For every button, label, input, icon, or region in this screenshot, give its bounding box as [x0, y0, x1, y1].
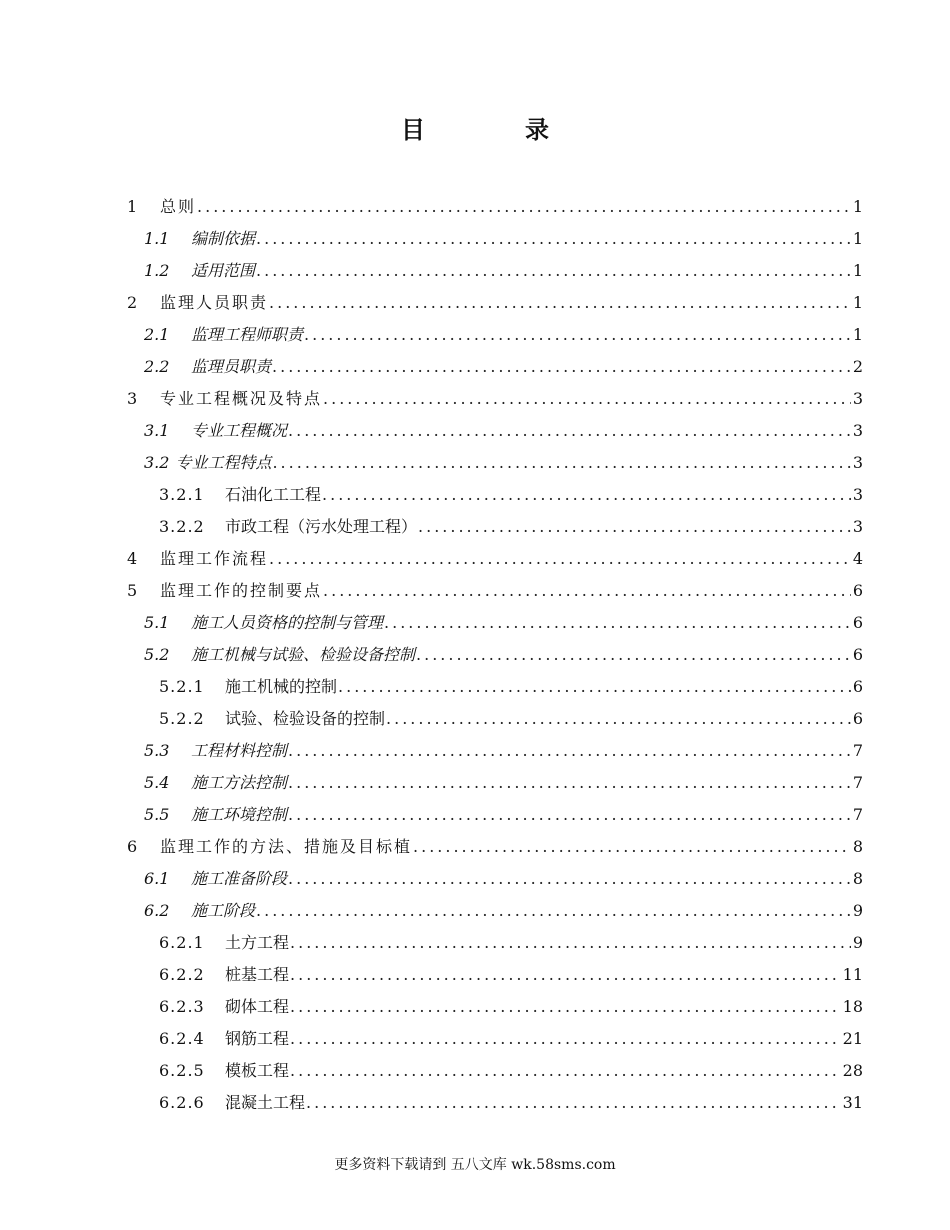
toc-entry-title: 施工机械的控制 [225, 677, 338, 696]
toc-leader-dots [256, 255, 851, 287]
toc-entry[interactable] [127, 287, 863, 319]
toc-entry-title: 专业工程概况及特点 [160, 389, 323, 408]
toc-entry[interactable] [159, 959, 863, 991]
toc-entry-number: 5.4 [144, 773, 170, 792]
toc-entry-page: 3 [852, 389, 863, 408]
toc-entry-number: 5 [127, 581, 140, 600]
toc-entry[interactable] [159, 479, 863, 511]
toc-entry-number: 5.2.2 [159, 709, 205, 728]
toc-entry[interactable] [144, 415, 863, 447]
toc-entry-title: 混凝土工程 [225, 1093, 306, 1112]
toc-leader-dots [288, 767, 851, 799]
toc-leader-dots [290, 959, 841, 991]
toc-entry-number: 3.1 [144, 421, 170, 440]
toc-leader-dots [290, 1023, 841, 1055]
toc-entry[interactable] [127, 575, 863, 607]
toc-leader-dots [386, 703, 851, 735]
toc-entry-page: 8 [852, 837, 863, 856]
toc-entry-title: 桩基工程 [225, 965, 290, 984]
toc-entry-page: 8 [852, 869, 863, 888]
footer-note: 更多资料下载请到 五八文库 wk.58sms.com [334, 1157, 616, 1173]
toc-leader-dots [256, 223, 851, 255]
toc-leader-dots [338, 671, 851, 703]
toc-entry-title: 施工环境控制 [191, 805, 288, 824]
toc-entry-number: 4 [127, 549, 140, 568]
toc-entry-number: 1 [127, 197, 140, 216]
toc-entry-page: 18 [842, 997, 863, 1016]
toc-leader-dots [288, 415, 851, 447]
toc-entry-number: 2.2 [144, 357, 170, 376]
toc-entry-number: 3.2.2 [159, 517, 205, 536]
toc-leader-dots [413, 831, 851, 863]
toc-leader-dots [272, 351, 851, 383]
toc-entry-number: 6.2.6 [159, 1093, 205, 1112]
toc-entry[interactable] [144, 223, 863, 255]
toc-entry[interactable] [159, 671, 863, 703]
toc-entry[interactable] [144, 351, 863, 383]
toc-leader-dots [304, 319, 851, 351]
toc-entry-title: 施工阶段 [191, 901, 256, 920]
toc-leader-dots [269, 543, 851, 575]
toc-entry[interactable] [159, 991, 863, 1023]
toc-entry-title: 适用范围 [191, 261, 256, 280]
toc-entry-title: 专业工程特点 [175, 453, 272, 472]
toc-entry-title: 专业工程概况 [191, 421, 288, 440]
toc-leader-dots [306, 1087, 841, 1119]
toc-entry-number: 6.2.2 [159, 965, 205, 984]
toc-entry-title: 施工人员资格的控制与管理 [191, 613, 384, 632]
toc-entry-page: 28 [842, 1061, 863, 1080]
toc-entry-page: 1 [852, 261, 863, 280]
toc-entry[interactable] [144, 767, 863, 799]
toc-entry-number: 2 [127, 293, 140, 312]
toc-entry-page: 7 [852, 741, 863, 760]
toc-entry-title: 监理工作的方法、措施及目标植 [160, 837, 413, 856]
toc-entry-page: 3 [852, 517, 863, 536]
toc-entry[interactable] [159, 511, 863, 543]
toc-leader-dots [288, 863, 851, 895]
toc-entry[interactable] [159, 1055, 863, 1087]
toc-entry-number: 6 [127, 837, 140, 856]
toc-entry-number: 3.2.1 [159, 485, 205, 504]
toc-entry-page: 1 [852, 293, 863, 312]
toc-entry-title: 试验、检验设备的控制 [225, 709, 386, 728]
toc-entry-number: 5.5 [144, 805, 170, 824]
toc-leader-dots [256, 895, 851, 927]
toc-entry-title: 施工机械与试验、检验设备控制 [191, 645, 416, 664]
toc-leader-dots [288, 735, 851, 767]
toc-entry-number: 6.2.4 [159, 1029, 205, 1048]
toc-entry[interactable] [144, 319, 863, 351]
toc-entry-title: 石油化工工程 [225, 485, 322, 504]
toc-entry-number: 5.1 [144, 613, 170, 632]
toc-entry[interactable] [144, 447, 863, 479]
toc-entry-page: 9 [852, 901, 863, 920]
toc-entry-page: 3 [852, 453, 863, 472]
toc-entry-page: 21 [842, 1029, 863, 1048]
toc-entry-page: 4 [852, 549, 863, 568]
toc-leader-dots [290, 991, 841, 1023]
toc-entry[interactable] [159, 1087, 863, 1119]
toc-entry-title: 工程材料控制 [191, 741, 288, 760]
toc-entry-number: 3 [127, 389, 140, 408]
toc-entry[interactable] [159, 703, 863, 735]
toc-entry[interactable] [144, 639, 863, 671]
toc-entry-title: 监理人员职责 [160, 293, 269, 312]
toc-leader-dots [416, 639, 851, 671]
toc-leader-dots [269, 287, 851, 319]
toc-entry[interactable] [144, 607, 863, 639]
toc-entry-page: 7 [852, 805, 863, 824]
toc-entry[interactable] [127, 191, 863, 223]
toc-leader-dots [322, 479, 851, 511]
toc-entry-page: 7 [852, 773, 863, 792]
toc-entry-title: 监理工程师职责 [191, 325, 304, 344]
toc-leader-dots [288, 799, 851, 831]
toc-entry-title: 编制依据 [191, 229, 256, 248]
toc-entry-title: 砌体工程 [225, 997, 290, 1016]
toc-entry-page: 2 [852, 357, 863, 376]
toc-leader-dots [290, 1055, 841, 1087]
toc-leader-dots [323, 383, 851, 415]
toc-leader-dots [197, 191, 851, 223]
toc-entry-number: 3.2 [144, 453, 170, 472]
toc-entry-page: 3 [852, 485, 863, 504]
toc-entry-title: 总则 [160, 197, 197, 216]
toc-entry-number: 5.2.1 [159, 677, 205, 696]
toc-entry-page: 6 [852, 677, 863, 696]
toc-entry-title: 施工准备阶段 [191, 869, 288, 888]
toc-entry[interactable] [144, 735, 863, 767]
toc-entry[interactable] [144, 895, 863, 927]
toc-entry-number: 1.2 [144, 261, 170, 280]
toc-leader-dots [384, 607, 851, 639]
toc-leader-dots [418, 511, 851, 543]
toc-entry-page: 6 [852, 645, 863, 664]
toc-entry-page: 6 [852, 613, 863, 632]
toc-leader-dots [272, 447, 850, 479]
toc-entry[interactable] [144, 799, 863, 831]
toc-entry-number: 6.2.1 [159, 933, 205, 952]
toc-entry-number: 2.1 [144, 325, 170, 344]
toc-entry-page: 3 [852, 421, 863, 440]
page-title: 目录 [401, 116, 649, 144]
toc-entry-page: 31 [842, 1093, 863, 1112]
toc-entry-title: 钢筋工程 [225, 1029, 290, 1048]
toc-entry[interactable] [159, 1023, 863, 1055]
toc-entry-number: 5.2 [144, 645, 170, 664]
toc-entry-page: 9 [852, 933, 863, 952]
toc-leader-dots [290, 927, 851, 959]
toc-entry-number: 6.2.3 [159, 997, 205, 1016]
toc-entry-title: 施工方法控制 [191, 773, 288, 792]
toc-entry-number: 6.2.5 [159, 1061, 205, 1080]
toc-entry[interactable] [144, 863, 863, 895]
toc-entry-number: 1.1 [144, 229, 170, 248]
toc-entry[interactable] [144, 255, 863, 287]
toc-entry-title: 监理工作流程 [160, 549, 269, 568]
toc-entry-title: 监理员职责 [191, 357, 272, 376]
toc-entry[interactable] [127, 831, 863, 863]
toc-entry[interactable] [159, 927, 863, 959]
toc-entry-number: 5.3 [144, 741, 170, 760]
toc-entry-title: 模板工程 [225, 1061, 290, 1080]
toc-entry-page: 6 [852, 709, 863, 728]
toc-entry-number: 6.1 [144, 869, 170, 888]
toc-entry-title: 土方工程 [225, 933, 290, 952]
toc-entry-page: 1 [852, 197, 863, 216]
toc-entry-title: 市政工程（污水处理工程） [225, 517, 418, 536]
toc-entry-page: 1 [852, 229, 863, 248]
toc-entry[interactable] [127, 543, 863, 575]
toc-entry-number: 6.2 [144, 901, 170, 920]
toc-entry-page: 1 [852, 325, 863, 344]
toc-leader-dots [323, 575, 851, 607]
toc-entry-page: 11 [842, 965, 863, 984]
toc-entry[interactable] [127, 383, 863, 415]
toc-entry-page: 6 [852, 581, 863, 600]
toc-entry-title: 监理工作的控制要点 [160, 581, 323, 600]
